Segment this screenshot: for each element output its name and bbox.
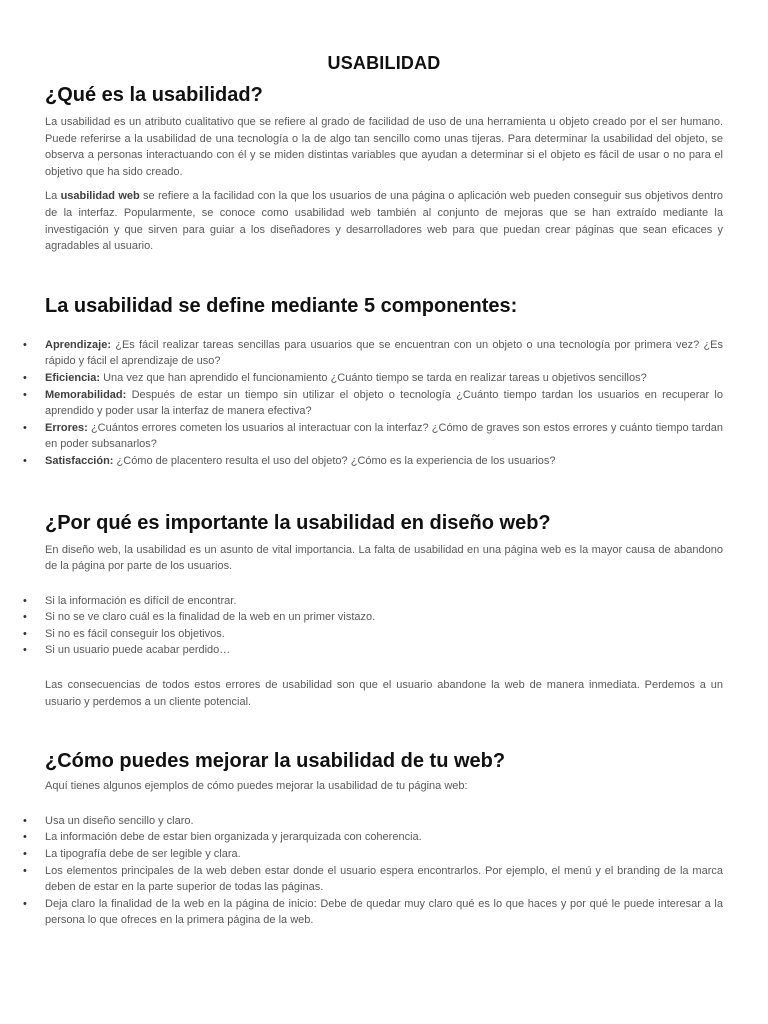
list-item-aprendizaje <box>23 337 723 370</box>
list-item-text: Si no se ve claro cuál es la finalidad de la web en un primer vistazo. <box>45 611 376 624</box>
list-item <box>23 626 723 643</box>
list-item-text: Si la información es difícil de encontrar. <box>45 594 237 607</box>
list-item <box>23 813 723 830</box>
section-heading-what-is-usability: ¿Qué es la usabilidad? <box>45 84 263 106</box>
term-usabilidad-web: usabilidad web <box>60 190 140 203</box>
list-item-term: Eficiencia: <box>45 371 101 384</box>
list-item <box>23 593 723 610</box>
list-item <box>23 609 723 626</box>
bullet-icon: • <box>23 897 27 910</box>
list-item-text: ¿Cuántos errores cometen los usuarios al interactuar con la interfaz? ¿Cómo de graves son estos errores y cuánto tiempo tardan en poder subsanarlos? <box>45 421 723 451</box>
bullet-icon: • <box>23 594 27 607</box>
section-heading-components: La usabilidad se define mediante 5 componentes: <box>45 294 518 317</box>
bullet-icon: • <box>23 371 27 384</box>
paragraph-improve-intro: Aquí tienes algunos ejemplos de cómo puedes mejorar la usabilidad de tu página web: <box>45 780 468 793</box>
importance-list <box>23 593 723 659</box>
bullet-icon: • <box>23 864 27 877</box>
list-item-text: ¿Es fácil realizar tareas sencillas para usuarios que se encuentran con un objeto o una tecnología por primera vez? ¿Es rápido y fácil el aprendizaje de uso? <box>45 338 723 368</box>
bullet-icon: • <box>23 388 27 401</box>
document-title: USABILIDAD <box>327 53 441 73</box>
bullet-icon: • <box>23 421 27 434</box>
paragraph-web-usability-post: se refiere a la facilidad con la que los usuarios de una página o aplicación web pueden conseguir sus objetivos dentro de la interfaz. Popularmente, se conoce como usabilidad web también al conjunto de mejoras que se han extraído mediante la investigación y que sirven para guiar a los diseñadores y desarrolladores web para que puedan crear páginas que sean eficaces y agradables al usuario. <box>45 190 723 253</box>
list-item-term: Satisfacción: <box>45 454 114 467</box>
list-item-text: ¿Cómo de placentero resulta el uso del objeto? ¿Cómo es la experiencia de los usuarios? <box>113 454 556 467</box>
list-item-text: Si no es fácil conseguir los objetivos. <box>45 627 225 640</box>
list-item <box>23 863 723 896</box>
bullet-icon: • <box>23 627 27 640</box>
list-item-text: La información debe de estar bien organizada y jerarquizada con coherencia. <box>45 831 422 844</box>
paragraph-usability-definition: La usabilidad es un atributo cualitativo que se refiere al grado de facilidad de uso de una herramienta u objeto creado por el ser humano. Puede referirse a la usabilidad de una tecnología o la de algo tan sencillo como unas tijeras. Para determinar la usabilidad del objeto, se observa a personas interactuando con él y se miden distintas variables que ayudan a determinar si el objeto es fácil de usar o no para el objetivo que ha sido creado. <box>45 116 723 178</box>
bullet-icon: • <box>23 848 27 861</box>
list-item-text: Los elementos principales de la web deben estar donde el usuario espera encontrarlos. Por ejemplo, el menú y el branding de la marca deben de estar en la parte superior de todas las páginas. <box>45 864 723 894</box>
list-item-text: Si un usuario puede acabar perdido… <box>45 644 231 657</box>
list-item <box>23 846 723 863</box>
paragraph-consequences: Las consecuencias de todos estos errores de usabilidad son que el usuario abandone la web de manera inmediata. Perdemos a un usuario y perdemos a un cliente potencial. <box>45 679 723 708</box>
list-item-errores <box>23 420 723 453</box>
bullet-icon: • <box>23 814 27 827</box>
list-item-text: Una vez que han aprendido el funcionamiento ¿Cuánto tiempo se tarda en realizar tareas u objetivos sencillos? <box>100 371 647 384</box>
bullet-icon: • <box>23 644 27 657</box>
list-item-text: Usa un diseño sencillo y claro. <box>45 814 194 827</box>
components-list <box>23 337 723 470</box>
list-item-term: Memorabilidad: <box>45 388 127 401</box>
section-heading-importance: ¿Por qué es importante la usabilidad en diseño web? <box>45 511 551 534</box>
list-item <box>23 829 723 846</box>
paragraph-importance-intro: En diseño web, la usabilidad es un asunto de vital importancia. La falta de usabilidad en una página web es la mayor causa de abandono de la página por parte de los usuarios. <box>45 543 723 573</box>
bullet-icon: • <box>23 454 27 467</box>
list-item-text: Después de estar un tiempo sin utilizar el objeto o tecnología ¿Cuánto tiempo tardan los usuarios en recuperar lo aprendido y poder usar la interfaz de manera efectiva? <box>45 388 723 418</box>
section-heading-improve: ¿Cómo puedes mejorar la usabilidad de tu web? <box>45 750 506 773</box>
list-item-memorabilidad <box>23 387 723 420</box>
list-item-text: La tipografía debe de ser legible y clara. <box>45 848 241 861</box>
list-item-text: Deja claro la finalidad de la web en la página de inicio: Debe de quedar muy claro qué es lo que haces y por qué le puede interesar a la persona lo que ofreces en la primera página de la web. <box>45 897 723 927</box>
bullet-icon: • <box>23 831 27 844</box>
paragraph-web-usability <box>45 188 723 254</box>
list-item <box>23 896 723 929</box>
list-item <box>23 642 723 659</box>
bullet-icon: • <box>23 611 27 624</box>
paragraph-web-usability-pre: La <box>45 190 61 203</box>
list-item-term: Errores: <box>45 421 88 434</box>
improve-list <box>23 813 723 929</box>
list-item-term: Aprendizaje: <box>45 338 112 351</box>
list-item-satisfaccion <box>23 453 723 470</box>
list-item-eficiencia <box>23 370 723 387</box>
bullet-icon: • <box>23 338 27 351</box>
